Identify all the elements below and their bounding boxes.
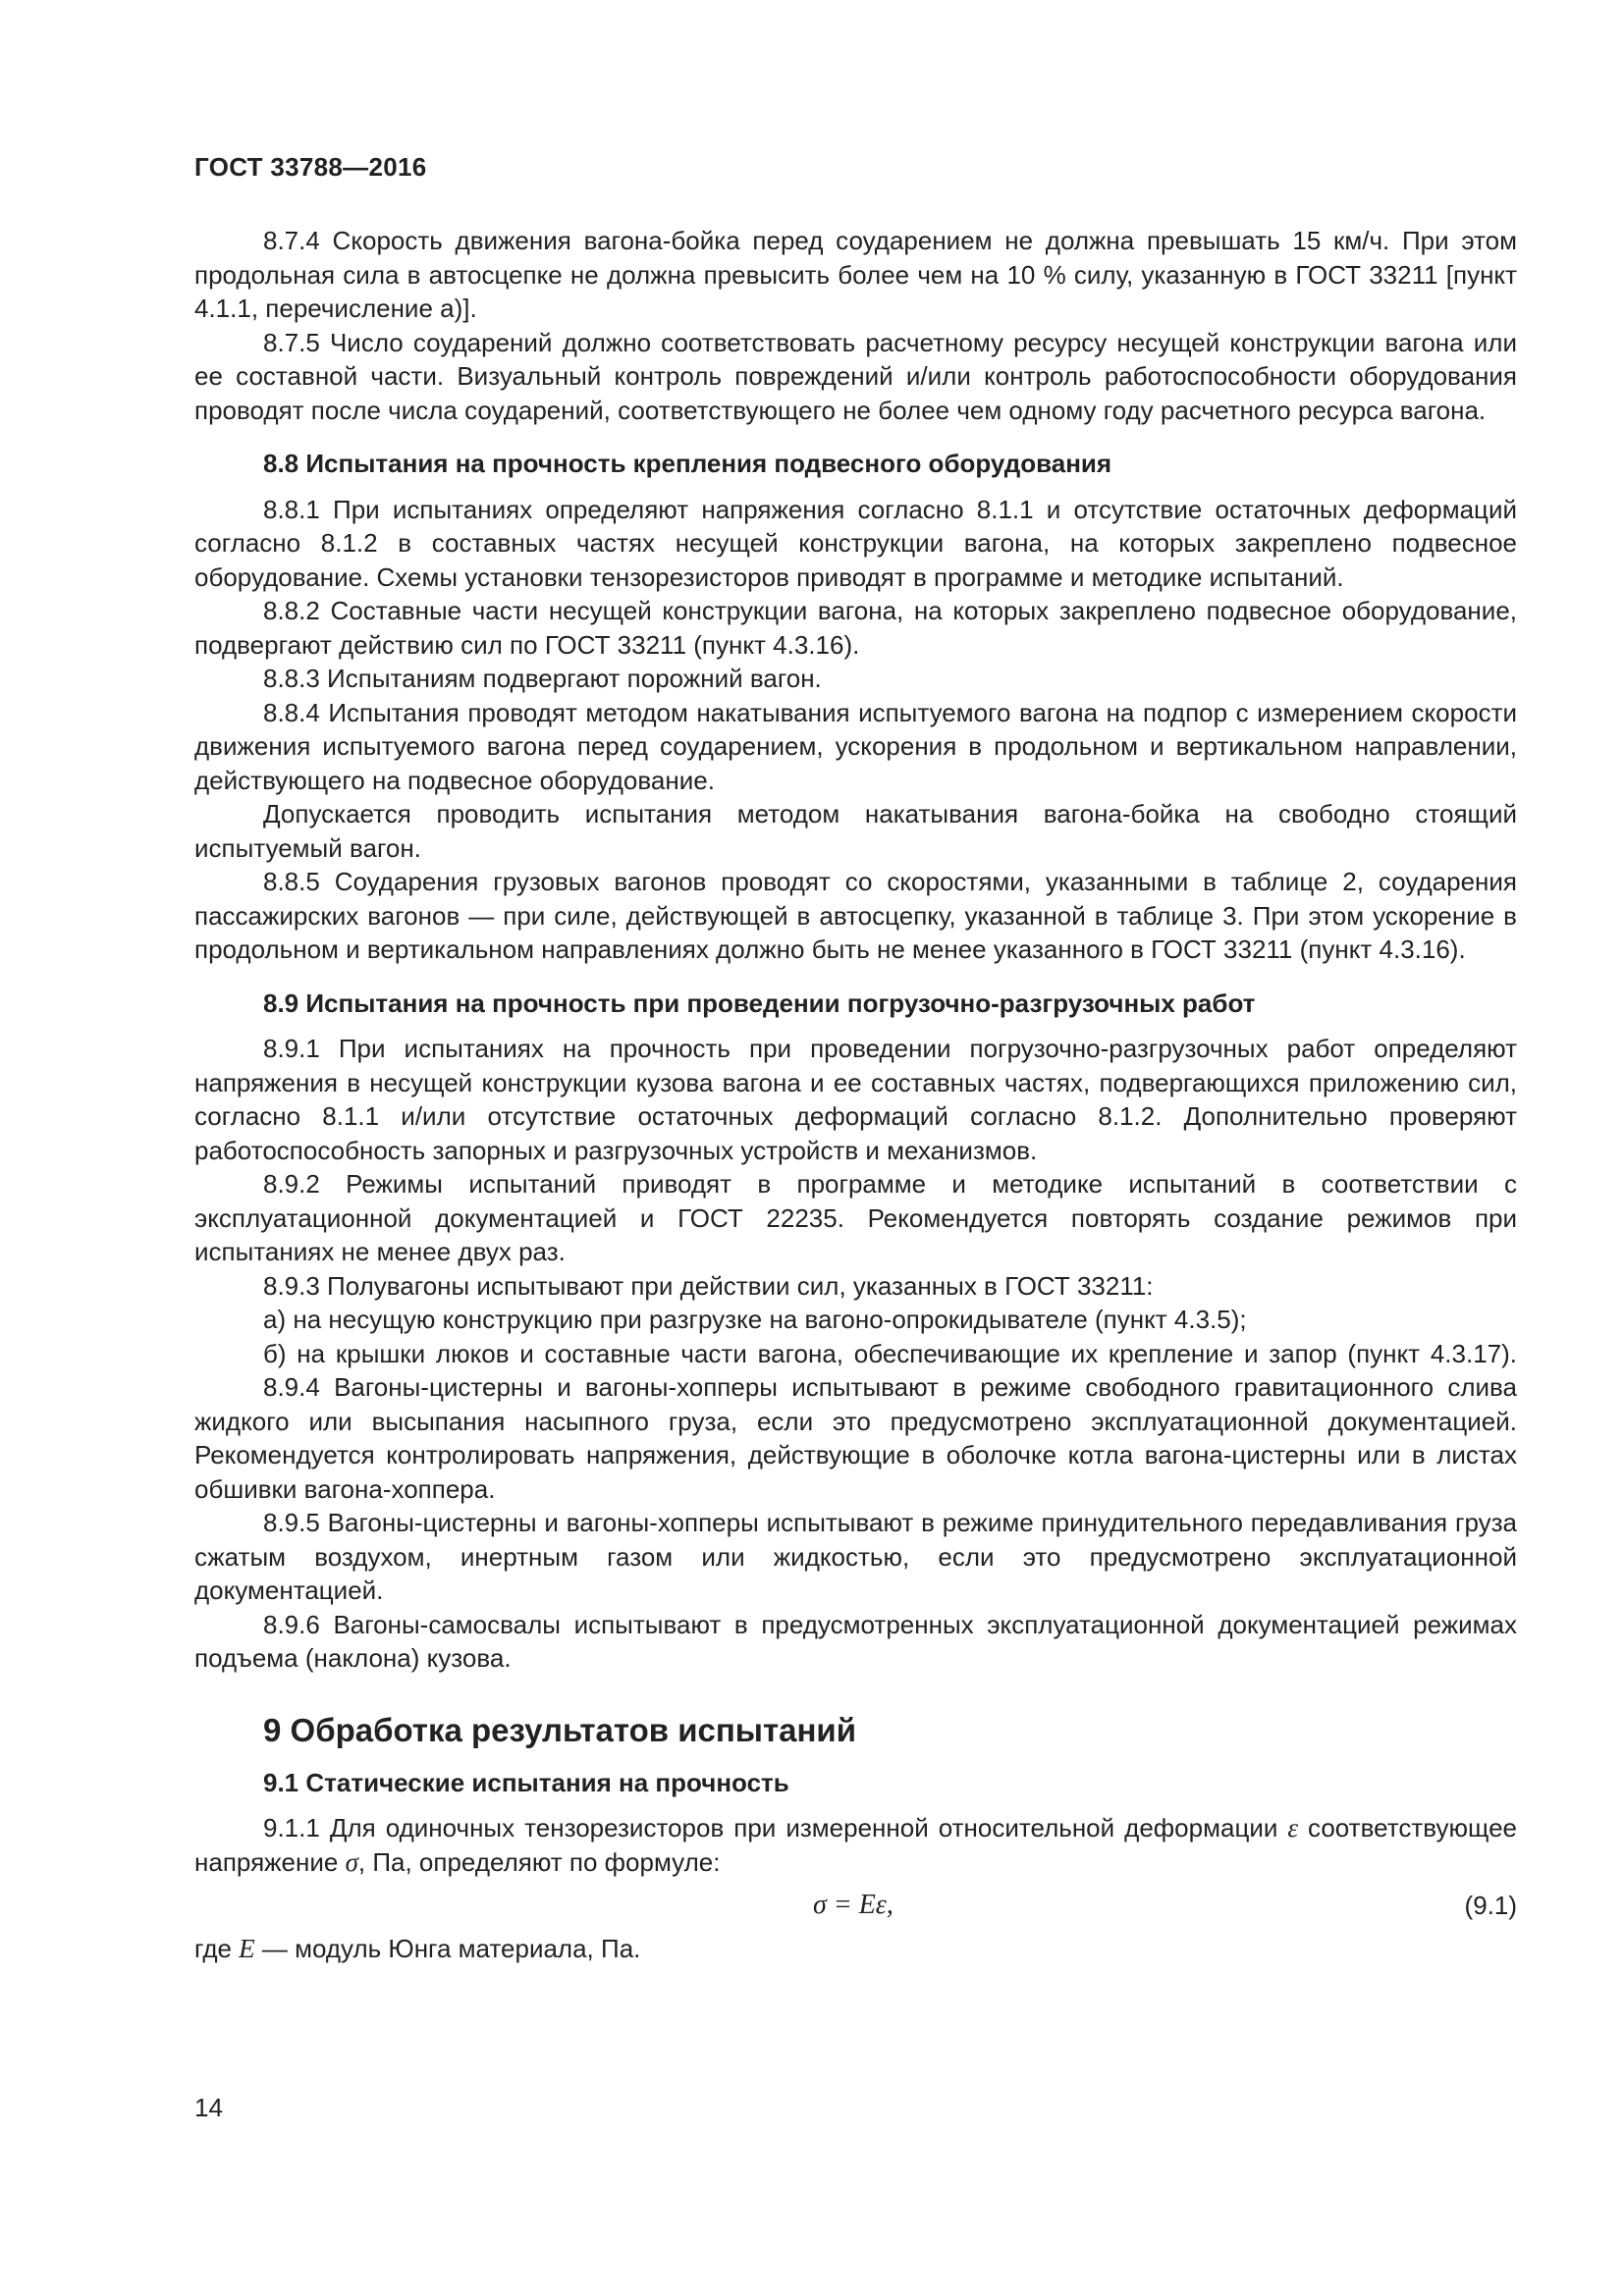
paragraph-text: , Па, определяют по формуле: (357, 1846, 721, 1877)
paragraph: 8.9.1 При испытаниях на прочность при проведении погрузочно-разгрузочных работ определяют напряжения в несущей конструкции кузова вагона и ее составных частях, подвергающихся приложению сил, согласно 8.1.1 и/или отсутствие остаточных деформаций согласно 8.1.2. Дополнительно проверяют работоспособность запорных и разгрузочных устройств и механизмов. (194, 1034, 1517, 1165)
chapter-heading-9: 9 Обработка результатов испытаний (263, 1711, 856, 1748)
paragraph: 8.9.2 Режимы испытаний приводят в программе и методике испытаний в соответствии с эксплуатационной документацией и ГОСТ 22235. Рекомендуется повторять создание режимов при испытаниях не менее двух раз. (194, 1169, 1517, 1266)
paragraph: 8.8.2 Составные части несущей конструкции вагона, на которых закреплено подвесное оборудование, подвергают действию сил по ГОСТ 33211 (пункт 4.3.16). (194, 596, 1517, 660)
paragraph: 8.9.3 Полувагоны испытывают при действии сил, указанных в ГОСТ 33211: (263, 1270, 1154, 1301)
paragraph: 8.8.1 При испытаниях определяют напряжения согласно 8.1.1 и отсутствие остаточных деформаций согласно 8.1.2 в составных частях несущей конструкции вагона, на которых закреплено подвесное оборудование. Схемы установки тензорезисторов приводят в программе и методике испытаний. (194, 494, 1517, 592)
document-header: ГОСТ 33788—2016 (194, 152, 427, 182)
paragraph: 8.7.4 Скорость движения вагона-бойка перед соударением не должна превышать 15 км/ч. При этом продольная сила в автосцепке не должна превысить более чем на 10 % силу, указанную в ГОСТ 33211 [пункт 4.1.1, перечисление а)]. (194, 226, 1517, 323)
paragraph: 8.7.5 Число соударений должно соответствовать расчетному ресурсу несущей конструкции вагона или ее составной части. Визуальный контроль повреждений и/или контроль работоспособности оборудования проводят после числа соударений, соответствующего не более чем одному году расчетного ресурса вагона. (194, 327, 1517, 425)
list-item: а) на несущую конструкцию при разгрузке на вагоно-опрокидывателе (пункт 4.3.5); (263, 1305, 1247, 1334)
paragraph: 8.9.4 Вагоны-цистерны и вагоны-хопперы испытывают в режиме свободного гравитационного слива жидкого или высыпания насыпного груза, если это предусмотрено эксплуатационной документацией. Рекомендуется контролировать напряжения, действующие в оболочке котла вагона-цистерны или в листах обшивки вагона-хоппера. (194, 1372, 1517, 1504)
section-heading-9-1: 9.1 Статические испытания на прочность (263, 1767, 789, 1797)
paragraph: 8.9.6 Вагоны-самосвалы испытывают в предусмотренных эксплуатационной документацией режимах подъема (наклона) кузова. (194, 1609, 1517, 1673)
where-clause (194, 1932, 1517, 1966)
paragraph: 8.8.4 Испытания проводят методом накатывания испытуемого вагона на подпор с измерением скорости движения испытуемого вагона перед соударением, ускорения в продольном и вертикальном направлении, действующего на подвесное оборудование. (194, 697, 1517, 795)
epsilon-symbol: ε (1287, 1813, 1299, 1842)
formula: σ = Eε, (813, 1890, 893, 1920)
where-prefix: где (194, 1934, 240, 1963)
document-body (194, 224, 1517, 1966)
paragraph: 8.8.3 Испытаниям подвергают порожний вагон. (263, 664, 822, 693)
paragraph-9-1-1 (194, 1811, 1517, 1879)
section-heading-8-8: 8.8 Испытания на прочность крепления подвесного оборудования (263, 449, 1112, 478)
paragraph-text: соответствующее напряжение (194, 1813, 1517, 1877)
list-item: б) на крышки люков и составные части вагона, обеспечивающие их крепление и запор (пункт 4.3.17). (263, 1338, 1517, 1368)
formula-row (194, 1885, 1517, 1930)
paragraph: Допускается проводить испытания методом накатывания вагона-бойка на свободно стоящий испытуемый вагон. (194, 799, 1517, 863)
formula-number: (9.1) (1464, 1891, 1517, 1920)
paragraph-text: 9.1.1 Для одиночных тензорезисторов при измеренной относительной деформации (263, 1813, 1288, 1842)
sigma-symbol: σ (345, 1846, 358, 1877)
paragraph: 8.9.5 Вагоны-цистерны и вагоны-хопперы испытывают в режиме принудительного передавливания груза сжатым воздухом, инертным газом или жидкостью, если это предусмотрено эксплуатационной документацией. (194, 1508, 1517, 1605)
section-heading-8-9: 8.9 Испытания на прочность при проведении погрузочно-разгрузочных работ (263, 988, 1256, 1018)
paragraph: 8.8.5 Соударения грузовых вагонов проводят со скоростями, указанными в таблице 2, соударения пассажирских вагонов — при силе, действующей в автосцепку, указанной в таблице 3. При этом ускорение в продольном и вертикальном направлениях должно быть не менее указанного в ГОСТ 33211 (пункт 4.3.16). (194, 867, 1517, 964)
page-number: 14 (194, 2093, 223, 2122)
young-modulus-symbol: E (239, 1934, 255, 1963)
where-text: — модуль Юнга материала, Па. (254, 1934, 641, 1963)
